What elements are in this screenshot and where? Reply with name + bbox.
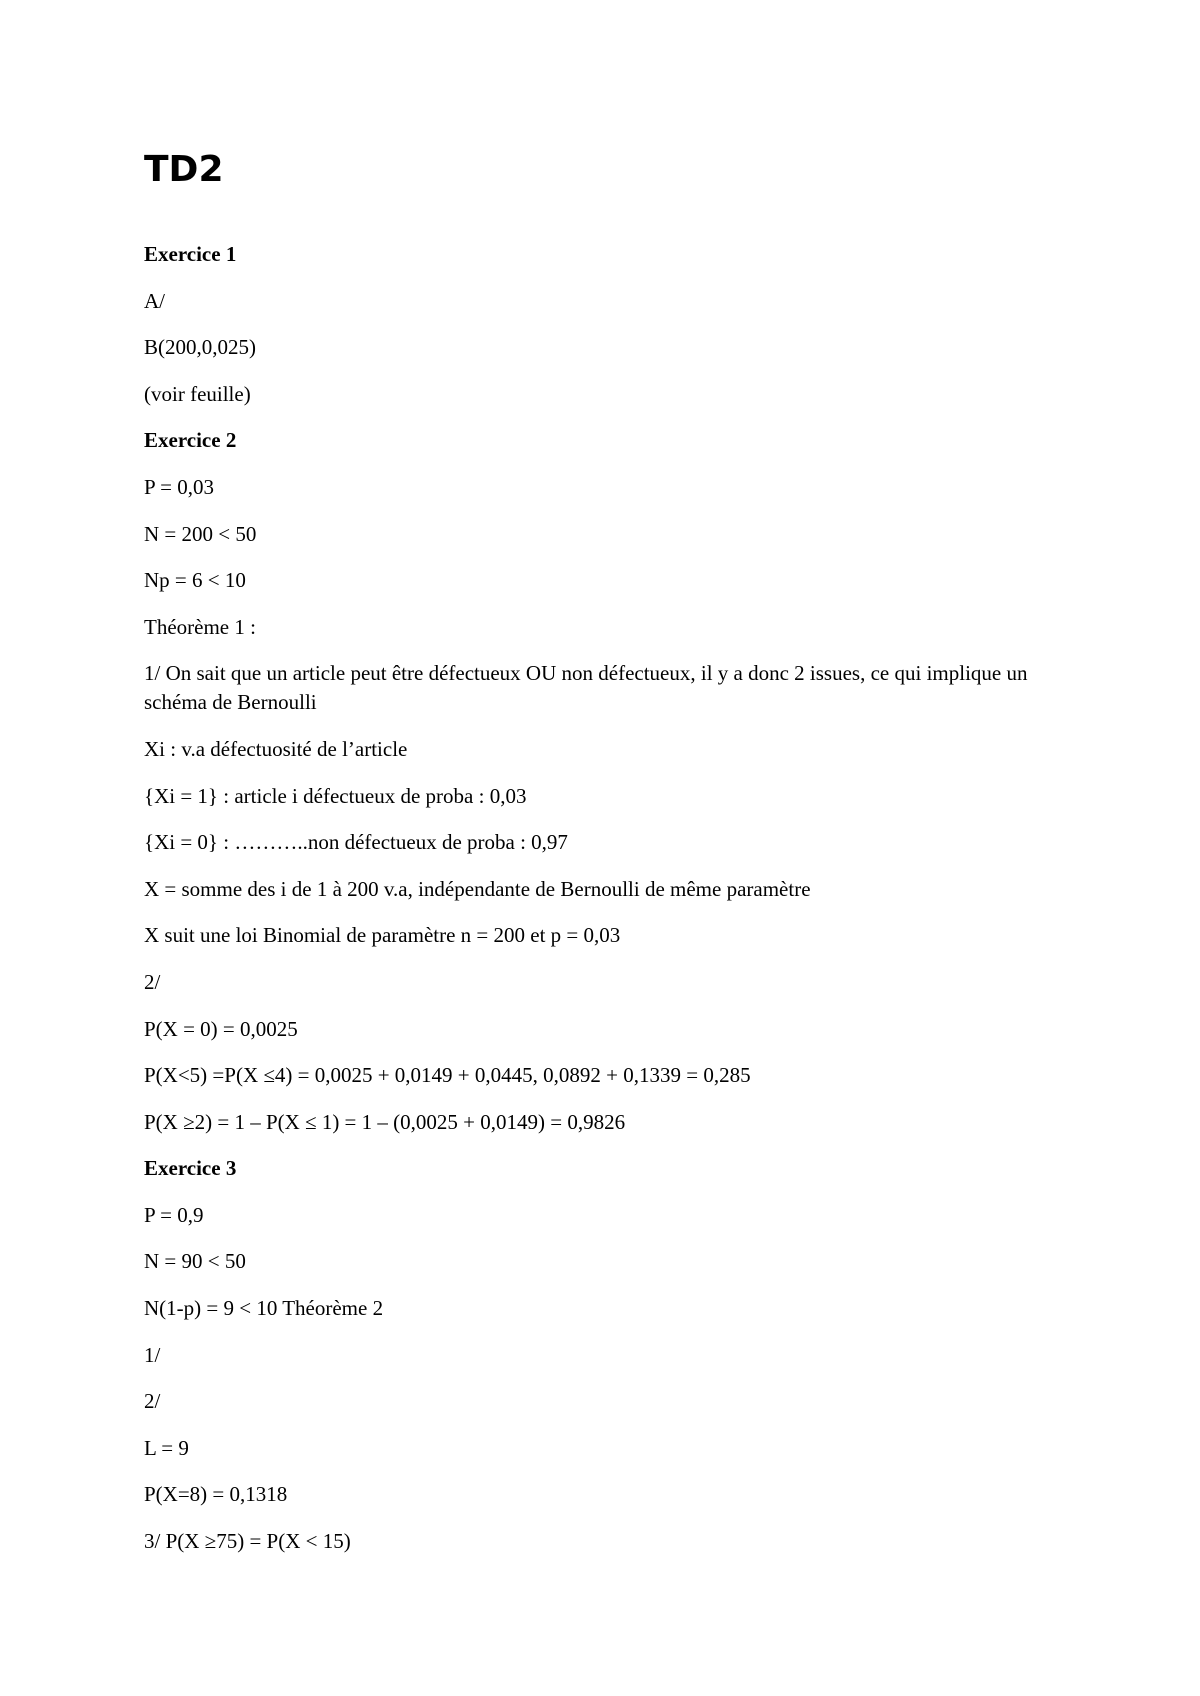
text-line: N = 90 < 50 bbox=[144, 1249, 246, 1274]
text-paragraph: 1/ On sait que un article peut être défectueux OU non défectueux, il y a donc 2 issues, ce qui implique un schéma de Bernoulli bbox=[144, 661, 1028, 715]
text-line: P(X = 0) = 0,0025 bbox=[144, 1016, 298, 1041]
exercise-heading: Exercice 1 bbox=[144, 242, 237, 266]
text-line: X suit une loi Binomial de paramètre n = 200 et p = 0,03 bbox=[144, 923, 621, 948]
text-line: P = 0,9 bbox=[144, 1202, 204, 1227]
exercise-heading: Exercice 3 bbox=[144, 1156, 237, 1181]
text-line: {Xi = 1} : article i défectueux de proba : 0,03 bbox=[144, 783, 527, 808]
text-line: N = 200 < 50 bbox=[144, 521, 257, 546]
text-line: P = 0,03 bbox=[144, 474, 214, 499]
exercise-heading: Exercice 2 bbox=[144, 428, 237, 453]
text-line: A/ bbox=[144, 288, 165, 313]
text-line: P(X=8) = 0,1318 bbox=[144, 1482, 288, 1507]
document-body bbox=[144, 240, 1074, 1574]
text-line: B(200,0,025) bbox=[144, 335, 256, 360]
document-title: TD2 bbox=[144, 149, 224, 190]
text-line: L = 9 bbox=[144, 1435, 189, 1460]
text-line: Xi : v.a défectuosité de l’article bbox=[144, 736, 408, 761]
text-line: N(1-p) = 9 < 10 Théorème 2 bbox=[144, 1296, 384, 1321]
text-line: P(X ≥2) = 1 – P(X ≤ 1) = 1 – (0,0025 + 0,0149) = 0,9826 bbox=[144, 1109, 626, 1134]
text-line: 1/ bbox=[144, 1342, 161, 1367]
text-line: 2/ bbox=[144, 969, 161, 994]
text-line: P(X<5) =P(X ≤4) = 0,0025 + 0,0149 + 0,0445, 0,0892 + 0,1339 = 0,285 bbox=[144, 1063, 751, 1088]
text-line: X = somme des i de 1 à 200 v.a, indépendante de Bernoulli de même paramètre bbox=[144, 876, 811, 901]
text-line: 2/ bbox=[144, 1389, 161, 1414]
text-line: (voir feuille) bbox=[144, 381, 251, 406]
text-line: 3/ P(X ≥75) = P(X < 15) bbox=[144, 1529, 351, 1554]
text-line: {Xi = 0} : ………..non défectueux de proba : 0,97 bbox=[144, 830, 568, 855]
text-line: Théorème 1 : bbox=[144, 614, 256, 639]
text-line: Np = 6 < 10 bbox=[144, 568, 246, 593]
